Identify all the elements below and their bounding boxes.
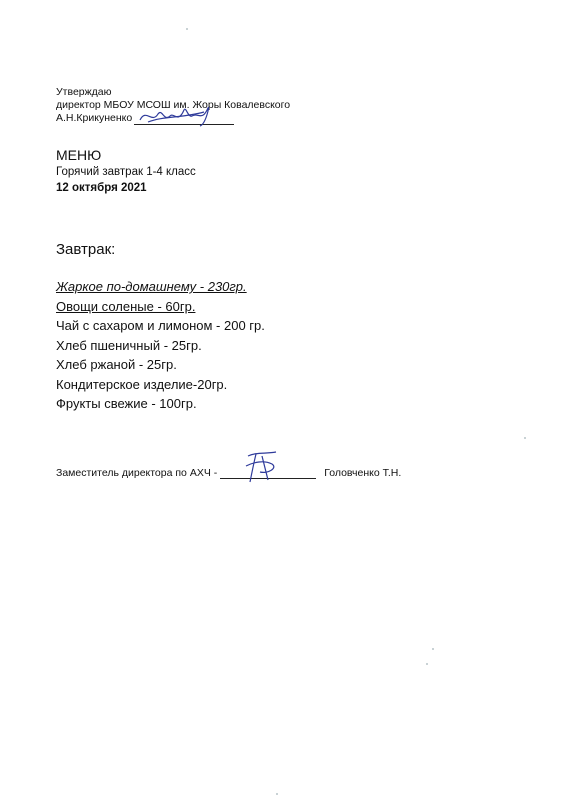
approval-heading: Утверждаю [56,86,112,98]
approval-block [56,86,290,125]
scan-speck [432,648,434,650]
approver-signature-row [56,112,290,125]
deputy-signature-line [220,466,316,479]
scan-speck [186,28,188,30]
menu-item: Чай с сахаром и лимоном - 200 гр. [56,318,265,333]
menu-item: Хлеб пшеничный - 25гр. [56,337,202,353]
scan-speck [524,437,526,439]
deputy-name: Головченко Т.Н. [324,467,402,479]
approver-position: директор МБОУ МСОШ им. Жоры Ковалевского [56,99,291,111]
approver-signature-line [134,112,234,125]
menu-item: Хлеб ржаной - 25гр. [56,357,177,372]
deputy-signature [242,450,282,484]
menu-title: МЕНЮ [56,147,102,163]
menu-date: 12 октября 2021 [56,182,147,194]
approver-name: А.Н.Крикуненко [56,112,133,124]
deputy-position: Заместитель директора по АХЧ - [56,467,218,479]
meal-label: Завтрак: [56,241,116,258]
deputy-signature-row [56,466,401,479]
scan-speck [426,663,428,665]
menu-item: Жаркое по-домашнему - 230гр. [56,279,247,294]
scan-speck [276,793,278,795]
menu-subtitle: Горячий завтрак 1-4 класс [56,166,196,178]
menu-items-list [56,277,265,414]
menu-item: Кондитерское изделие-20гр. [56,376,228,392]
menu-item: Овощи соленые - 60гр. [56,298,196,314]
menu-item: Фрукты свежие - 100гр. [56,396,197,411]
approver-signature [138,104,218,128]
